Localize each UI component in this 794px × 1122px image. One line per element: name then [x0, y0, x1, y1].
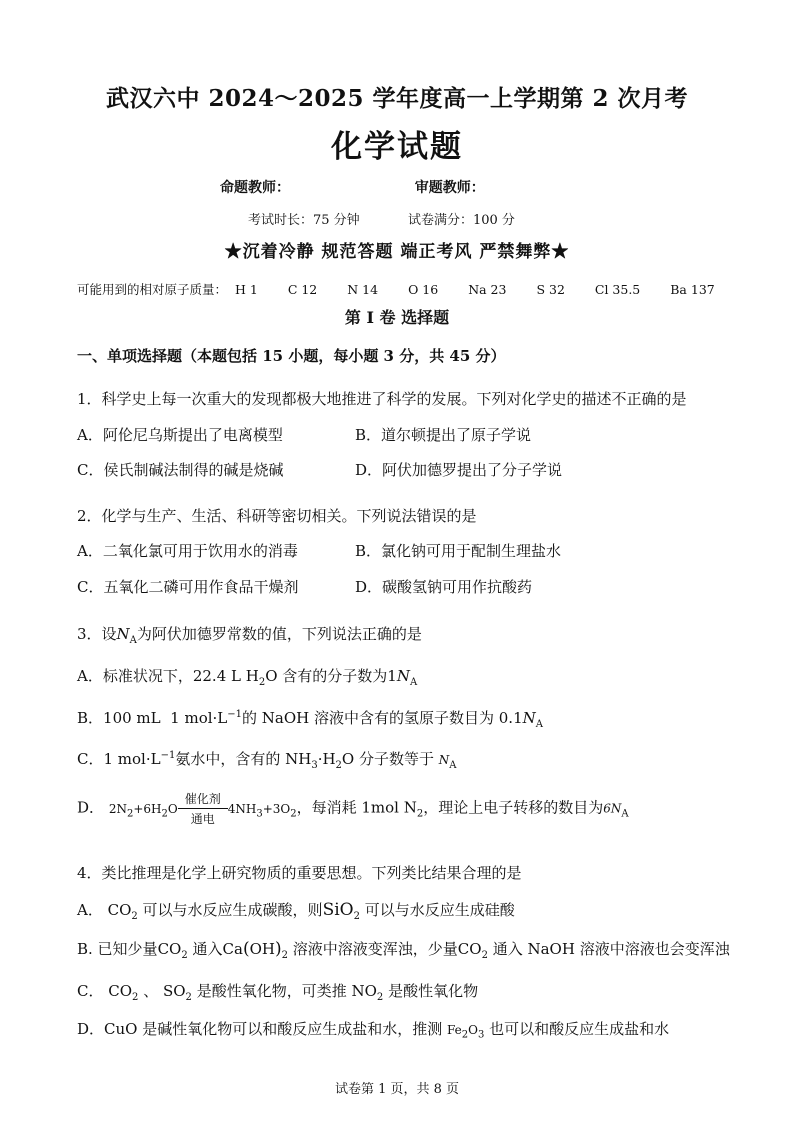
q4-option-b: B. 已知少量$CO_2$ 通入$Ca(OH)_2$ 溶液中溶液变浑浊，少量$CO_2$ 通入 NaOH 溶液中溶液也会变浑浊 [77, 939, 730, 961]
reviewer-label: 审题教师： [414, 180, 485, 196]
reaction-equation: $2N_2+6H_2O$ [108, 801, 178, 819]
q2-stem: 2．化学与生产、生活、科研等密切相关。下列说法错误的是 [77, 507, 477, 525]
q3-stem: 3．设$N_A$为阿伏加德罗常数的值，下列说法正确的是 [77, 625, 422, 646]
section-title: 第 I 卷 选择题 [344, 308, 450, 327]
mass-item: Ba 137 [670, 282, 715, 297]
q3-option-b: B．100 mL 1 $mol\cdot L^{-1}$的 NaOH 溶液中含有的氢原子数目为 $0.1N_A$ [77, 709, 543, 730]
q1-option-a: A．阿伦尼乌斯提出了电离模型 [77, 426, 283, 444]
q1-option-d: D．阿伏加德罗提出了分子学说 [355, 461, 563, 479]
q2-option-b: B．氯化钠可用于配制生理盐水 [355, 542, 562, 560]
teachers-line [220, 177, 485, 197]
mass-item: S 32 [536, 282, 565, 297]
mass-item: Cl 35.5 [594, 282, 641, 297]
q4-option-c: C． $CO_2$ 、 $SO_2$ 是酸性氧化物，可类推 $NO_2$ 是酸性氧化物 [77, 982, 479, 1003]
exam-title: 武汉六中 2024～2025 学年度高一上学期第 2 次月考 [105, 85, 689, 112]
q3-option-c: C．1 $mol\cdot L^{-1}$氨水中，含有的 $NH_3\cdot H_2O$ 分子数等于 $N_A$ [77, 750, 457, 771]
exam-info [248, 209, 515, 228]
q4-option-d: D．CuO 是碱性氧化物可以和酸反应生成盐和水，推测 $Fe_2O_3$ 也可以和酸反应生成盐和水 [77, 1020, 670, 1041]
setter-label: 命题教师： [220, 180, 290, 196]
atomic-masses [77, 280, 741, 298]
q3-option-d: D． $2N_2+6H_2O$ 催化剂 通电 $4NH_3+3O_2$，每消耗 1mol $N_2$，理论上电子转移的数目为$6N_A$ [77, 792, 629, 826]
q1-option-c: C．侯氏制碱法制得的碱是烧碱 [77, 461, 284, 479]
slogan: ★沉着冷静 规范答题 端正考风 严禁舞弊★ [224, 242, 570, 262]
mass-item: N 14 [347, 282, 379, 297]
atomic-masses-label: 可能用到的相对原子质量： [77, 282, 228, 297]
q2-option-d: D．碳酸氢钠可用作抗酸药 [355, 578, 533, 596]
q4-option-a: A． $CO_2$ 可以与水反应生成碳酸，则SiO$_2$ 可以与水反应生成硅酸 [77, 900, 515, 922]
mass-item: C 12 [287, 282, 318, 297]
duration: 考试时长：75 分钟 [248, 213, 360, 228]
mass-item: H 1 [235, 282, 258, 297]
reaction-condition: 催化剂 通电 [178, 790, 228, 827]
full-score: 试卷满分：100 分 [407, 213, 515, 228]
part-title: 一、单项选择题（本题包括 15 小题，每小题 3 分，共 45 分） [77, 347, 506, 365]
page-footer: 试卷第 1 页，共 8 页 [334, 1082, 460, 1097]
mass-item: Na 23 [468, 282, 507, 297]
q2-option-c: C．五氧化二磷可用作食品干燥剂 [77, 578, 299, 596]
q4-stem: 4．类比推理是化学上研究物质的重要思想。下列类比结果合理的是 [77, 864, 522, 882]
subject-title: 化学试题 [331, 129, 463, 165]
q1-option-b: B．道尔顿提出了原子学说 [355, 426, 532, 444]
q2-option-a: A．二氧化氯可用于饮用水的消毒 [77, 542, 298, 560]
q3-option-a: A．标准状况下，22.4 L $H_2O$ 含有的分子数为$1N_A$ [77, 667, 418, 688]
q1-stem: 1．科学史上每一次重大的发现都极大地推进了科学的发展。下列对化学史的描述不正确的是 [77, 390, 687, 408]
mass-item: O 16 [408, 282, 439, 297]
